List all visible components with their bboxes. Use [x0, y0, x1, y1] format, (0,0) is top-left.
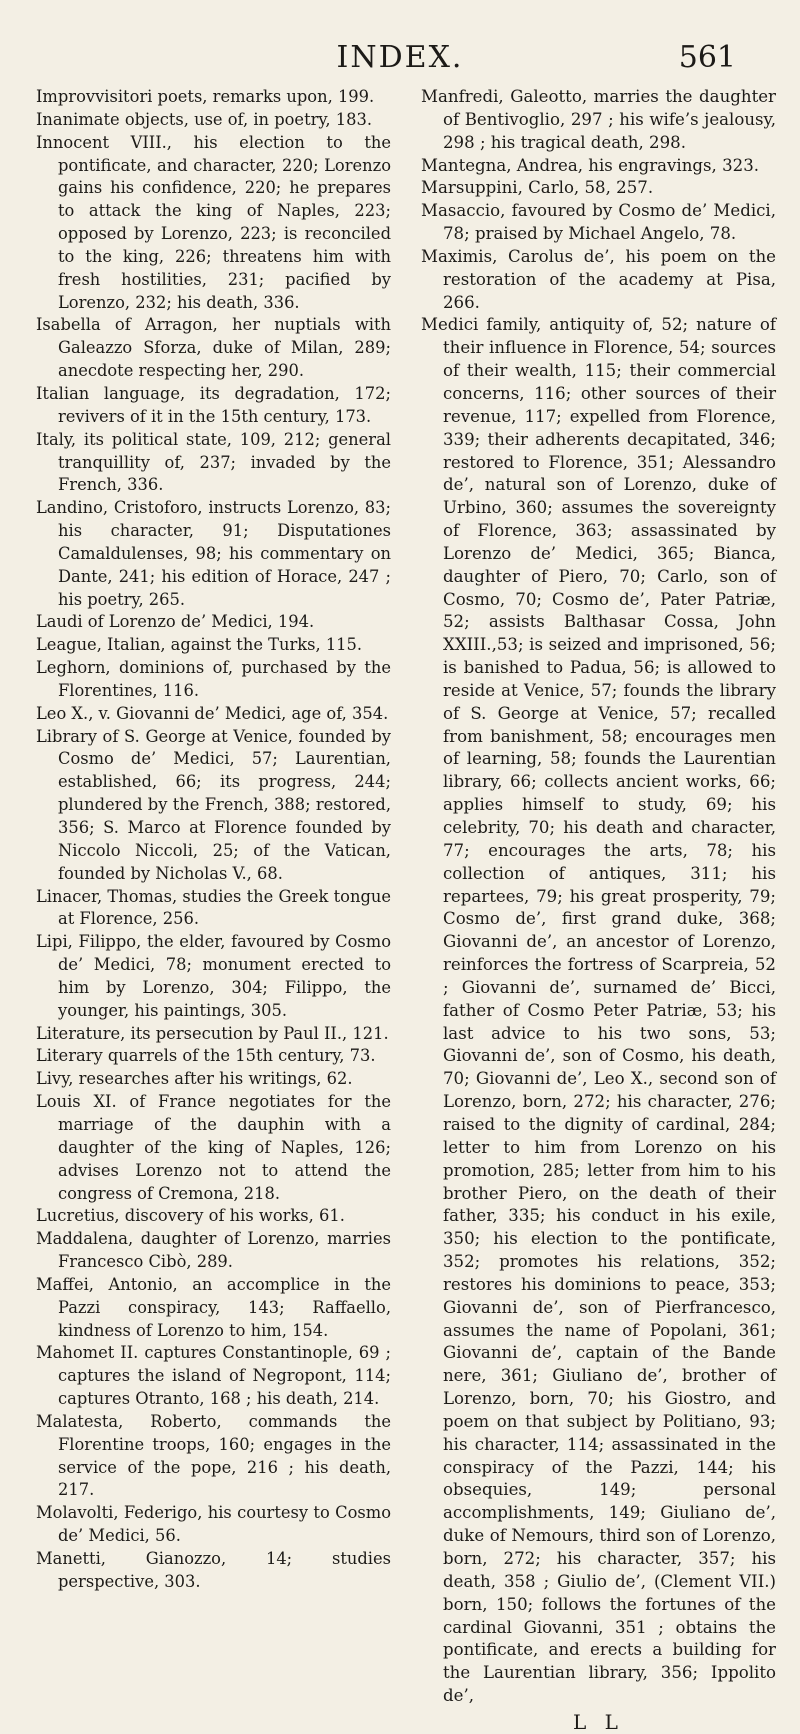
- index-entry: Molavolti, Federigo, his courtesy to Cosmo de’ Medici, 56.: [36, 1503, 391, 1546]
- page-title: INDEX.: [336, 40, 464, 75]
- left-column: [36, 86, 391, 1591]
- index-entry: Literature, its persecution by Paul II., 121.: [36, 1023, 389, 1043]
- index-entry: Manfredi, Galeotto, marries the daughter of Bentivoglio, 297 ; his wife’s jealousy, 298 ; his tragical death, 298.: [421, 87, 776, 152]
- index-entry: Improvvisitori poets, remarks upon, 199.: [36, 87, 375, 106]
- index-entry: Isabella of Arragon, her nuptials with Galeazzo Sforza, duke of Milan, 289; anecdote respecting her, 290.: [36, 315, 391, 381]
- index-entry: Mantegna, Andrea, his engravings, 323.: [421, 155, 760, 175]
- index-entry: League, Italian, against the Turks, 115.: [36, 635, 363, 655]
- signature-mark: L L: [573, 1709, 624, 1734]
- index-columns: [36, 86, 776, 1734]
- index-entry: Inanimate objects, use of, in poetry, 183.: [36, 109, 373, 129]
- running-head: [0, 22, 800, 82]
- index-entry: Manetti, Gianozzo, 14; studies perspective, 303.: [36, 1549, 391, 1591]
- index-entry: Masaccio, favoured by Cosmo de’ Medici, 78; praised by Michael Angelo, 78.: [421, 201, 776, 244]
- index-entry: Landino, Cristoforo, instructs Lorenzo, 83; his character, 91; Disputationes Camaldulenses, 98; his commentary on Dante, 241; his edition of Horace, 247 ; his poetry, 265.: [36, 498, 391, 609]
- index-entry: Malatesta, Roberto, commands the Florentine troops, 160; engages in the service of the pope, 216 ; his death, 217.: [36, 1411, 391, 1500]
- index-entry: Innocent VIII., his election to the pontificate, and character, 220; Lorenzo gains his confidence, 220; he prepares to attack the king of Naples, 223; opposed by Lorenzo, 223; is reconciled to the king, 226; threatens him with fresh hostilities, 231; pacified by Lorenzo, 232; his death, 336.: [36, 132, 391, 312]
- index-entry: Maddalena, daughter of Lorenzo, marries Francesco Cibò, 289.: [36, 1229, 391, 1272]
- index-entry: Lipi, Filippo, the elder, favoured by Cosmo de’ Medici, 78; monument erected to him by Lorenzo, 304; Filippo, the younger, his paintings, 305.: [36, 932, 391, 1020]
- index-entry: Laudi of Lorenzo de’ Medici, 194.: [36, 612, 315, 632]
- page-number: 561: [678, 40, 736, 75]
- index-entry: Marsuppini, Carlo, 58, 257.: [421, 178, 654, 198]
- index-entry: Italian language, its degradation, 172; revivers of it in the 15th century, 173.: [36, 383, 391, 426]
- index-entry: Lucretius, discovery of his works, 61.: [36, 1206, 345, 1226]
- index-entry: Linacer, Thomas, studies the Greek tongue at Florence, 256.: [36, 886, 391, 929]
- index-entry: Library of S. George at Venice, founded by Cosmo de’ Medici, 57; Laurentian, established, 66; its progress, 244; plundered by the French, 388; restored, 356; S. Marco at Florence founded by Niccolo Niccoli, 25; of the Vatican, founded by Nicholas V., 68.: [36, 726, 391, 883]
- index-entry: Literary quarrels of the 15th century, 73.: [36, 1046, 376, 1066]
- index-entry: Maffei, Antonio, an accomplice in the Pazzi conspiracy, 143; Raffaello, kindness of Lorenzo to him, 154.: [36, 1274, 391, 1340]
- index-entry: Leo X., v. Giovanni de’ Medici, age of, 354.: [36, 703, 389, 723]
- index-entry: Livy, researches after his writings, 62.: [36, 1069, 353, 1089]
- right-column: [421, 86, 776, 1734]
- right-column-entries: [421, 86, 776, 1708]
- index-entry: Italy, its political state, 109, 212; general tranquillity of, 237; invaded by the French, 336.: [36, 429, 391, 495]
- index-entry: Mahomet II. captures Constantinople, 69 ; captures the island of Negropont, 114; captures Otranto, 168 ; his death, 214.: [36, 1343, 391, 1409]
- index-entry: Leghorn, dominions of, purchased by the Florentines, 116.: [36, 658, 391, 700]
- index-entry: Maximis, Carolus de’, his poem on the restoration of the academy at Pisa, 266.: [421, 246, 776, 312]
- index-entry: Louis XI. of France negotiates for the marriage of the dauphin with a daughter of the king of Naples, 126; advises Lorenzo not to attend the congress of Cremona, 218.: [36, 1092, 391, 1203]
- index-entry: Medici family, antiquity of, 52; nature of their influence in Florence, 54; sources of their wealth, 115; their commercial concerns, 116; other sources of their revenue, 117; expelled from Florence, 339; their adherents decapitated, 346; restored to Florence, 351; Alessandro de’, natural son of Lorenzo, duke of Urbino, 360; assumes the sovereignty of Florence, 363; assassinated by Lorenzo de’ Medici, 365; Bianca, daughter of Piero, 70; Carlo, son of Cosmo, 70; Cosmo de’, Pater Patriæ, 52; assists Balthasar Cossa, John XXIII.,53; is seized and imprisoned, 56; is banished to Padua, 56; is allowed to reside at Venice, 57; founds the library of S. George at Venice, 57; recalled from banishment, 58; encourages men of learning, 58; founds the Laurentian library, 66; collects ancient works, 66; applies himself to study, 69; his celebrity, 70; his death and character, 77; encourages the arts, 78; his collection of antiques, 311; his repartees, 79; his great prosperity, 79; Cosmo de’, first grand duke, 368; Giovanni de’, an ancestor of Lorenzo, reinforces the fortress of Scarpreia, 52 ; Giovanni de’, surnamed de’ Bicci, father of Cosmo Peter Patriæ, 53; his last advice to his two sons, 53; Giovanni de’, son of Cosmo, his death, 70; Giovanni de’, Leo X., second son of Lorenzo, born, 272; his character, 276; raised to the dignity of cardinal, 284; letter to him from Lorenzo on his promotion, 285; letter from him to his brother Piero, on the death of their father, 335; his conduct in his exile, 350; his election to the pontificate, 352; promotes his relations, 352; restores his dominions to peace, 353; Giovanni de’, son of Pierfrancesco, assumes the name of Popolani, 361; Giovanni de’, captain of the Bande nere, 361; Giuliano de’, brother of Lorenzo, born, 70; his Giostro, and poem on that subject by Politiano, 93; his character, 114; assassinated in the conspiracy of the Pazzi, 144; his obsequies, 149; personal accomplishments, 149; Giuliano de’, duke of Nemours, third son of Lorenzo, born, 272; his character, 357; his death, 358 ; Giulio de’, (Clement VII.) born, 150; follows the fortunes of the cardinal Giovanni, 351 ; obtains the pontificate, and erects a building for the Laurentian library, 356; Ippolito de’,: [421, 315, 776, 1706]
